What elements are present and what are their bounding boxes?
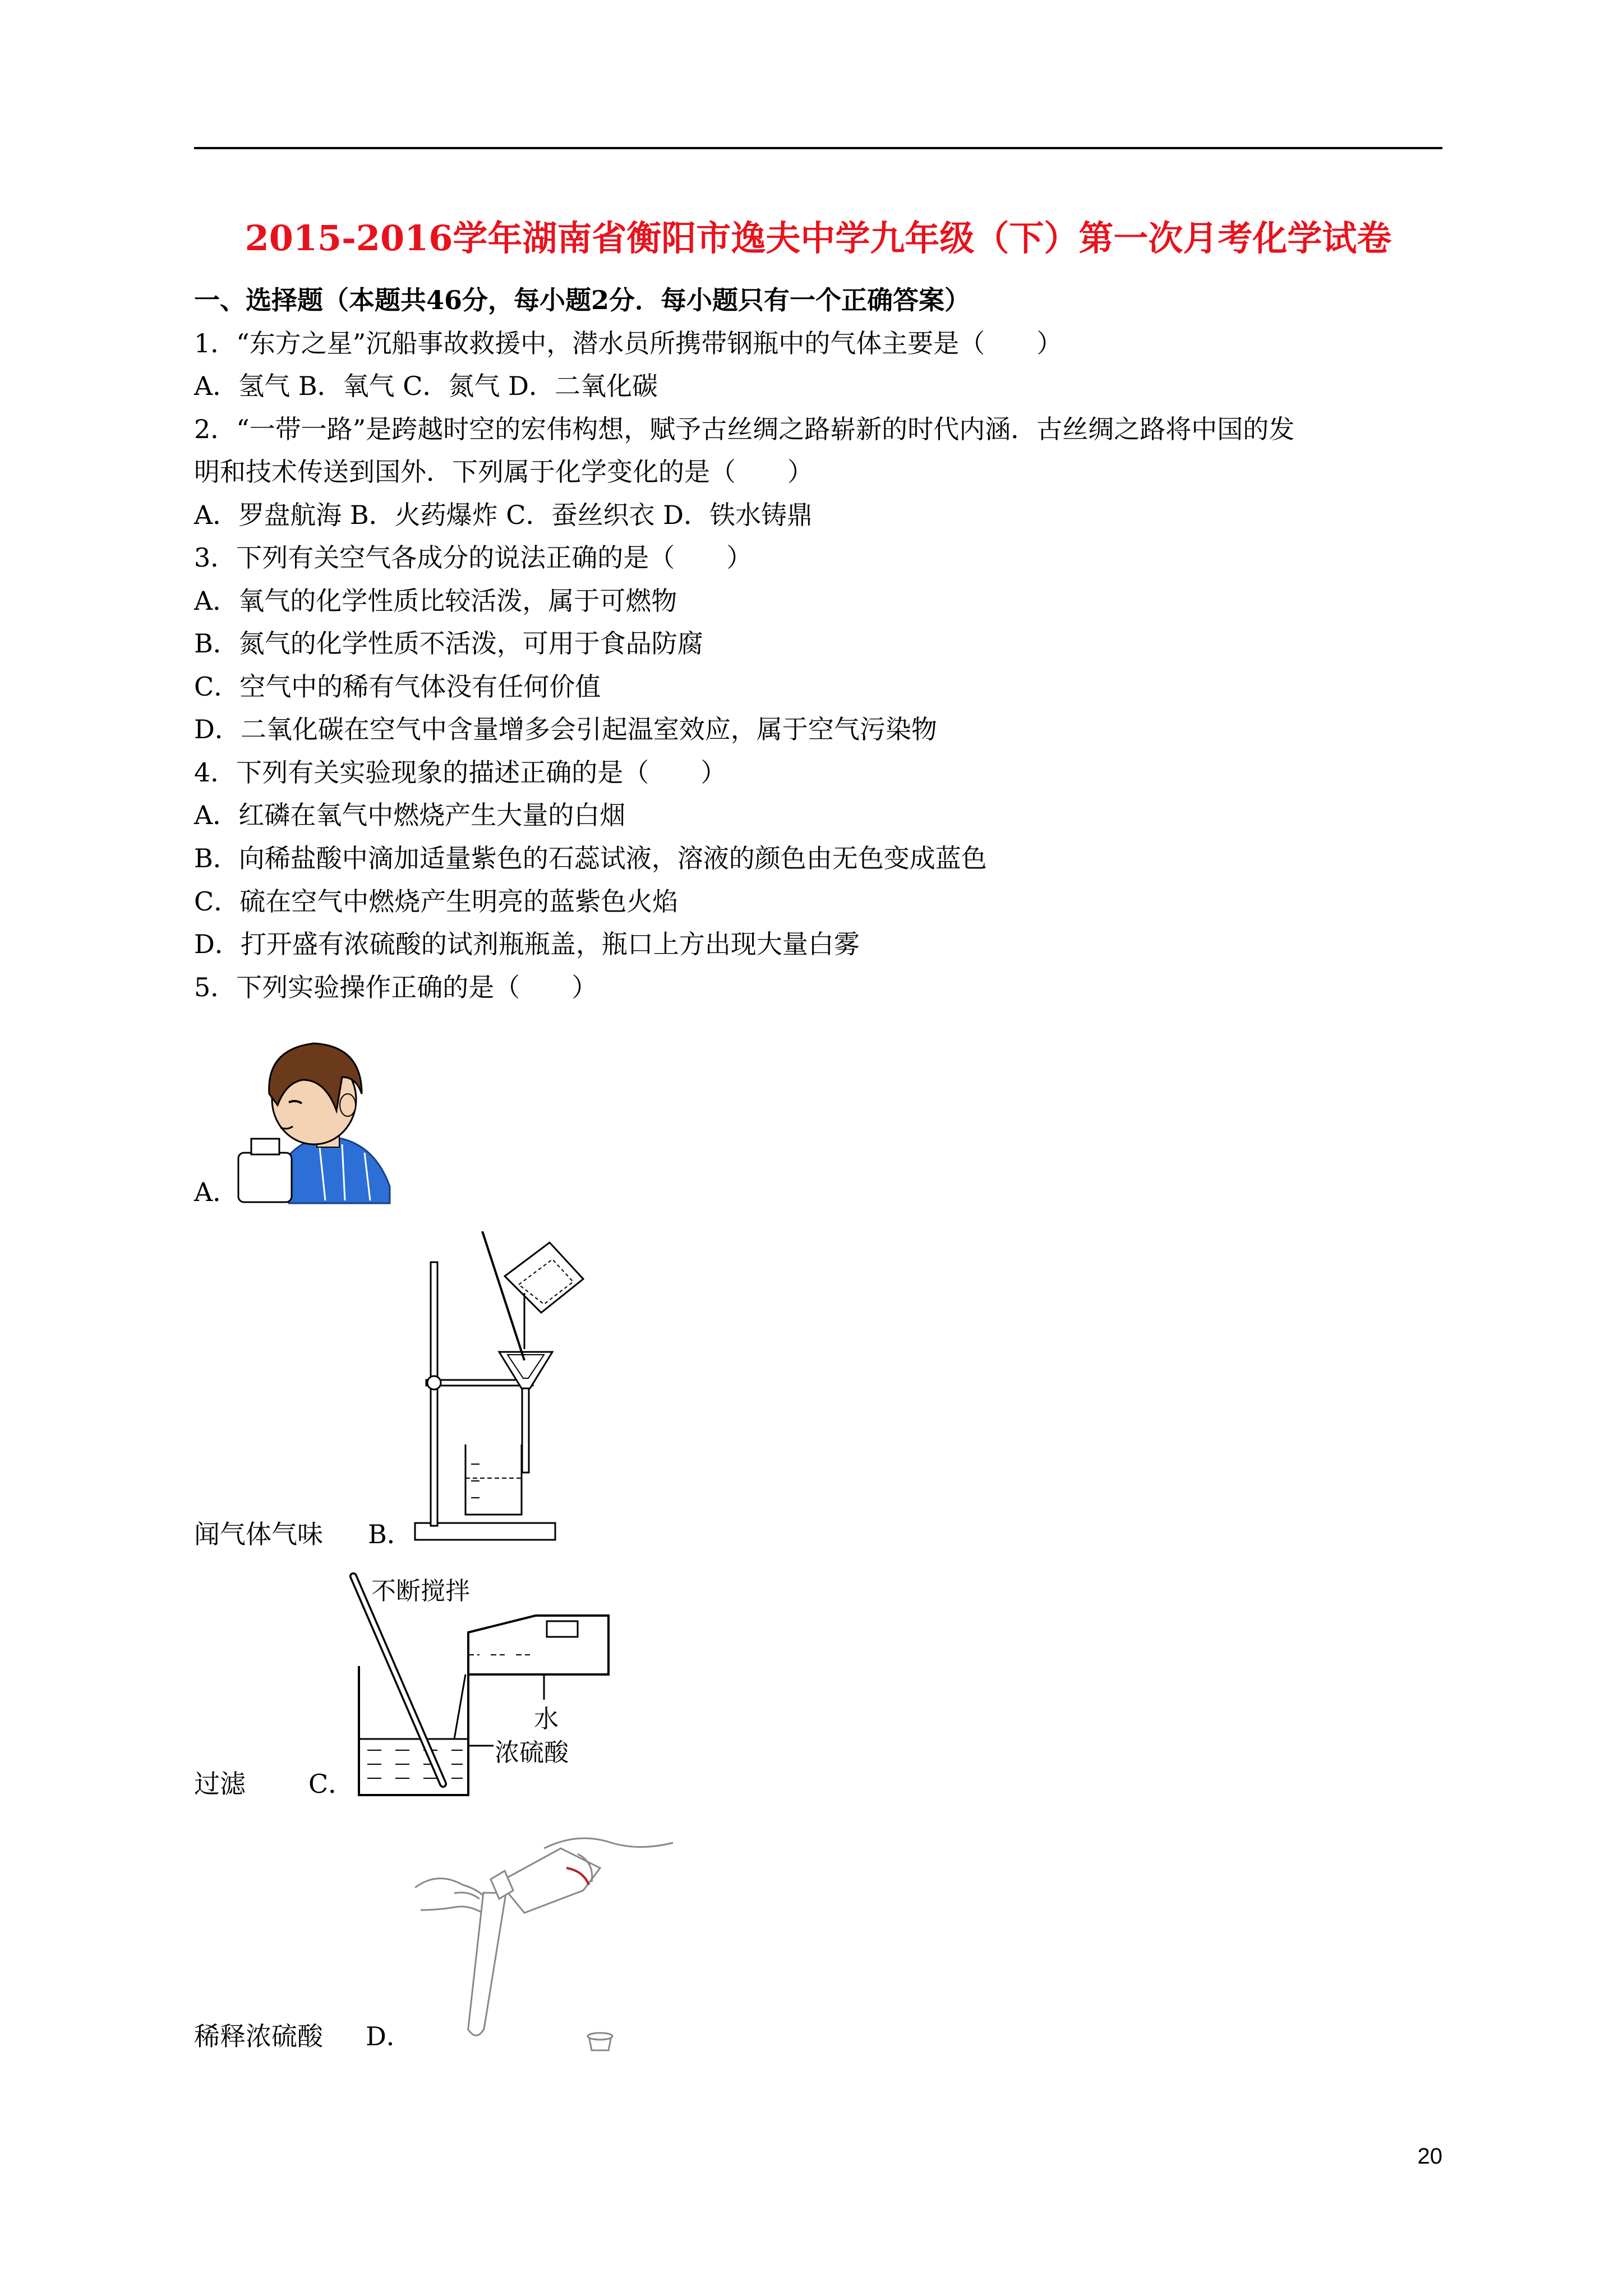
q1-stem: 1．“东方之星”沉船事故救援中，潜水员所携带钢瓶中的气体主要是（ ） [194, 328, 1063, 358]
q5-option-c-caption: 稀释浓硫酸 [194, 2021, 323, 2051]
acid-label: 浓硫酸 [495, 1738, 569, 1767]
q4-option-b: B．向稀盐酸中滴加适量紫色的石蕊试液，溶液的颜色由无色变成蓝色 [194, 843, 987, 873]
q4-option-a: A．红磷在氧气中燃烧产生大量的白烟 [194, 800, 626, 830]
q3-option-c: C．空气中的稀有气体没有任何价值 [194, 671, 601, 702]
q4-option-d: D．打开盛有浓硫酸的试剂瓶瓶盖，瓶口上方出现大量白雾 [194, 929, 860, 959]
figure-smelling-gas [236, 1027, 393, 1206]
header-rule [194, 147, 1442, 149]
q1-options: A．氢气 B．氧气 C．氮气 D．二氧化碳 [194, 371, 658, 401]
q5-option-a-caption: 闻气体气味 [194, 1519, 323, 1549]
q5-option-a-label: A． [194, 1177, 239, 1207]
q5-option-b-label: B． [368, 1519, 413, 1549]
water-label: 水 [534, 1705, 559, 1733]
q4-option-c: C．硫在空气中燃烧产生明亮的蓝紫色火焰 [194, 886, 679, 917]
q4-stem: 4．下列有关实验现象的描述正确的是（ ） [194, 757, 727, 788]
stir-label: 不断搅拌 [371, 1577, 470, 1605]
page-number: 20 [1417, 2144, 1442, 2169]
figure-filtration [409, 1231, 600, 1545]
q3-option-b: B．氮气的化学性质不活泼，可用于食品防腐 [194, 628, 703, 659]
section-heading: 一、选择题（本题共46分，每小题2分．每小题只有一个正确答案） [194, 285, 971, 315]
page-title: 2015-2016学年湖南省衡阳市逸夫中学九年级（下）第一次月考化学试卷 [245, 218, 1392, 259]
q3-stem: 3．下列有关空气各成分的说法正确的是（ ） [194, 542, 753, 573]
q2-stem-line1: 2．“一带一路”是跨越时空的宏伟构想，赋予古丝绸之路崭新的时代内涵．古丝绸之路将中国的发 [194, 414, 1295, 444]
q5-option-d-label: D． [366, 2021, 412, 2051]
q5-option-c-label: C． [308, 1769, 354, 1799]
bottle-shape [238, 1153, 292, 1202]
q2-options: A．罗盘航海 B．火药爆炸 C．蚕丝织衣 D．铁水铸鼎 [194, 500, 813, 530]
q5-option-b-caption: 过滤 [194, 1769, 246, 1799]
q2-stem-line2: 明和技术传送到国外．下列属于化学变化的是（ ） [194, 457, 813, 487]
q3-option-d: D．二氧化碳在空气中含量增多会引起温室效应，属于空气污染物 [194, 714, 937, 744]
figure-pouring-liquid [415, 1837, 679, 2062]
q3-option-a: A．氧气的化学性质比较活泼，属于可燃物 [194, 586, 677, 616]
q5-stem: 5．下列实验操作正确的是（ ） [194, 972, 598, 1002]
figure-dilution [348, 1571, 639, 1806]
